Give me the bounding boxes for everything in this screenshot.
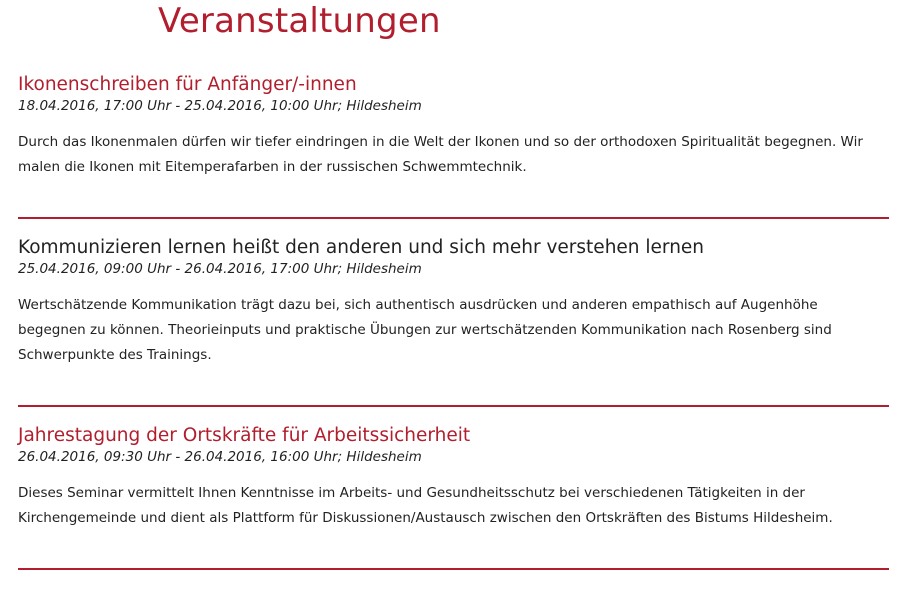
event-description-line: begegnen zu können. Theorieinputs und praktische Übungen zur wertschätzenden Kommunikation nach Rosenberg sind bbox=[18, 322, 832, 338]
event-description-line: Schwerpunkte des Trainings. bbox=[18, 347, 212, 363]
event-item bbox=[18, 424, 889, 531]
event-description-line: Wertschätzende Kommunikation trägt dazu bei, sich authentisch ausdrücken und anderen empathisch auf Augenhöhe bbox=[18, 297, 818, 313]
event-description-line: Dieses Seminar vermittelt Ihnen Kenntnisse im Arbeits- und Gesundheitsschutz bei verschiedenen Tätigkeiten in der bbox=[18, 485, 805, 501]
event-title-link[interactable]: Ikonenschreiben für Anfänger/-innen bbox=[18, 74, 357, 95]
event-title-link[interactable]: Jahrestagung der Ortskräfte für Arbeitssicherheit bbox=[18, 425, 471, 446]
event-description bbox=[18, 293, 889, 368]
event-description bbox=[18, 130, 889, 180]
event-date-location: 26.04.2016, 09:30 Uhr - 26.04.2016, 16:00 Uhr; Hildesheim bbox=[18, 449, 422, 465]
event-item bbox=[18, 73, 889, 180]
event-divider bbox=[18, 217, 889, 219]
event-divider bbox=[18, 405, 889, 407]
event-description-line: Durch das Ikonenmalen dürfen wir tiefer eindringen in die Welt der Ikonen und so der orthodoxen Spiritualität begegnen. Wir bbox=[18, 134, 863, 150]
event-date-location: 18.04.2016, 17:00 Uhr - 25.04.2016, 10:00 Uhr; Hildesheim bbox=[18, 98, 422, 114]
event-title-link[interactable]: Kommunizieren lernen heißt den anderen und sich mehr verstehen lernen bbox=[18, 237, 705, 258]
event-divider bbox=[18, 568, 889, 570]
event-description bbox=[18, 481, 889, 531]
event-description-line: Kirchengemeinde und dient als Plattform für Diskussionen/Austausch zwischen den Ortskräften des Bistums Hildesheim. bbox=[18, 510, 833, 526]
event-date-location: 25.04.2016, 09:00 Uhr - 26.04.2016, 17:00 Uhr; Hildesheim bbox=[18, 261, 422, 277]
page-title: Veranstaltungen bbox=[158, 1, 441, 41]
event-item bbox=[18, 236, 889, 368]
event-description-line: malen die Ikonen mit Eitemperafarben in der russischen Schwemmtechnik. bbox=[18, 159, 527, 175]
